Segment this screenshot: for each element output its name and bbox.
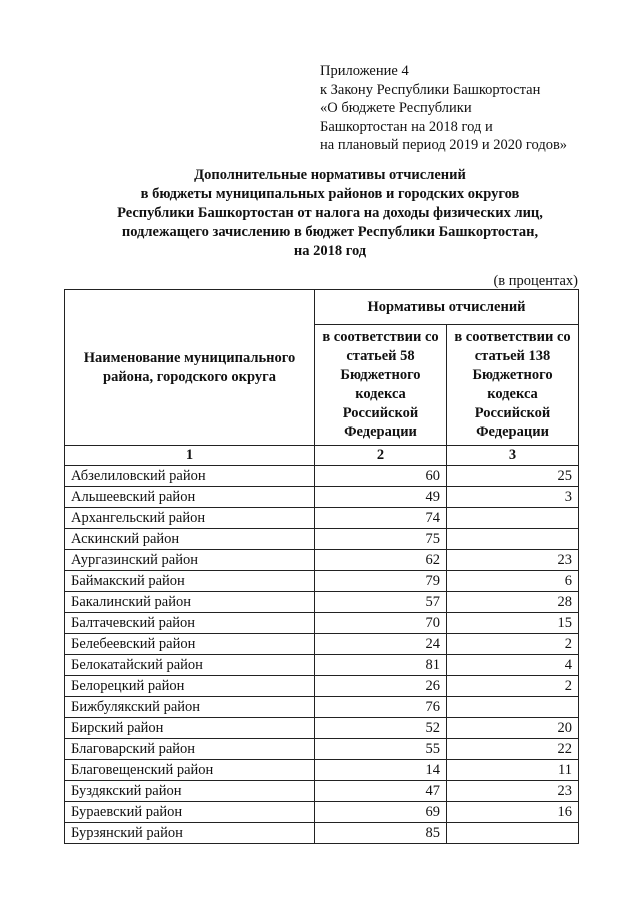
header-norms-group: Нормативы отчислений (315, 290, 579, 325)
table-row (65, 760, 579, 781)
district-name-cell: Аургазинский район (65, 550, 315, 571)
appendix-line: на плановый период 2019 и 2020 годов» (320, 137, 568, 153)
column-number: 2 (315, 446, 447, 466)
table-row (65, 802, 579, 823)
table-row (65, 718, 579, 739)
table-row (65, 487, 579, 508)
header-name-column: Наименование муниципального района, городского округа (65, 290, 315, 446)
district-name-cell: Балтачевский район (65, 613, 315, 634)
article-58-value-cell: 24 (315, 634, 447, 655)
district-name-cell: Буздякский район (65, 781, 315, 802)
table-row (65, 697, 579, 718)
title-line: в бюджеты муниципальных районов и городских округов (140, 186, 520, 202)
article-138-value-cell (447, 823, 579, 844)
units-note: (в процентах) (493, 273, 578, 289)
article-58-value-cell: 49 (315, 487, 447, 508)
article-138-value-cell: 23 (447, 781, 579, 802)
article-138-value-cell: 2 (447, 676, 579, 697)
article-58-value-cell: 81 (315, 655, 447, 676)
table-row (65, 739, 579, 760)
article-58-value-cell: 70 (315, 613, 447, 634)
article-138-value-cell: 11 (447, 760, 579, 781)
title-line: подлежащего зачислению в бюджет Республики Башкортостан, (121, 224, 539, 240)
article-138-value-cell (447, 508, 579, 529)
table-row (65, 655, 579, 676)
appendix-line: к Закону Республики Башкортостан (320, 81, 541, 98)
district-name-cell: Благоварский район (65, 739, 315, 760)
column-number: 1 (65, 446, 315, 466)
title-line: на 2018 год (293, 243, 367, 259)
appendix-line: Башкортостан на 2018 год и (320, 118, 493, 135)
district-name-cell: Альшеевский район (65, 487, 315, 508)
district-name-cell: Аскинский район (65, 529, 315, 550)
header-column-article-138: в соответствии со статьей 138 Бюджетного кодекса Российской Федерации (447, 325, 579, 446)
table-row (65, 466, 579, 487)
district-name-cell: Белорецкий район (65, 676, 315, 697)
appendix-line: «О бюджете Республики (320, 100, 472, 116)
table-body (65, 466, 579, 844)
article-138-value-cell (447, 697, 579, 718)
table-row (65, 823, 579, 844)
district-name-cell: Бирский район (65, 718, 315, 739)
article-138-value-cell: 23 (447, 550, 579, 571)
table-row (65, 592, 579, 613)
article-138-value-cell: 16 (447, 802, 579, 823)
table-row (65, 508, 579, 529)
article-138-value-cell: 3 (447, 487, 579, 508)
column-number: 3 (447, 446, 579, 466)
district-name-cell: Бурзянский район (65, 823, 315, 844)
article-138-value-cell: 2 (447, 634, 579, 655)
article-58-value-cell: 26 (315, 676, 447, 697)
article-58-value-cell: 74 (315, 508, 447, 529)
appendix-line: Приложение 4 (320, 63, 409, 79)
district-name-cell: Архангельский район (65, 508, 315, 529)
article-58-value-cell: 62 (315, 550, 447, 571)
table-row (65, 781, 579, 802)
article-138-value-cell: 20 (447, 718, 579, 739)
article-58-value-cell: 14 (315, 760, 447, 781)
title-line: Дополнительные нормативы отчислений (194, 167, 466, 183)
article-58-value-cell: 47 (315, 781, 447, 802)
district-name-cell: Белебеевский район (65, 634, 315, 655)
article-138-value-cell: 4 (447, 655, 579, 676)
article-138-value-cell: 28 (447, 592, 579, 613)
norms-table (64, 289, 579, 844)
article-138-value-cell: 6 (447, 571, 579, 592)
article-138-value-cell: 15 (447, 613, 579, 634)
article-58-value-cell: 57 (315, 592, 447, 613)
article-58-value-cell: 69 (315, 802, 447, 823)
article-58-value-cell: 60 (315, 466, 447, 487)
district-name-cell: Белокатайский район (65, 655, 315, 676)
table-row (65, 529, 579, 550)
article-58-value-cell: 52 (315, 718, 447, 739)
article-138-value-cell: 25 (447, 466, 579, 487)
article-58-value-cell: 55 (315, 739, 447, 760)
title-line: Республики Башкортостан от налога на доходы физических лиц, (117, 205, 543, 221)
table-row (65, 550, 579, 571)
district-name-cell: Абзелиловский район (65, 466, 315, 487)
table-row (65, 634, 579, 655)
district-name-cell: Баймакский район (65, 571, 315, 592)
article-138-value-cell (447, 529, 579, 550)
header-column-article-58: в соответствии со статьей 58 Бюджетного кодекса Российской Федерации (315, 325, 447, 446)
article-58-value-cell: 85 (315, 823, 447, 844)
table-row (65, 613, 579, 634)
table-row (65, 571, 579, 592)
district-name-cell: Бакалинский район (65, 592, 315, 613)
district-name-cell: Благовещенский район (65, 760, 315, 781)
appendix-reference (320, 62, 620, 155)
article-58-value-cell: 79 (315, 571, 447, 592)
table-row (65, 676, 579, 697)
article-138-value-cell: 22 (447, 739, 579, 760)
article-58-value-cell: 76 (315, 697, 447, 718)
district-name-cell: Бижбулякский район (65, 697, 315, 718)
document-title (60, 166, 600, 261)
article-58-value-cell: 75 (315, 529, 447, 550)
district-name-cell: Бураевский район (65, 802, 315, 823)
